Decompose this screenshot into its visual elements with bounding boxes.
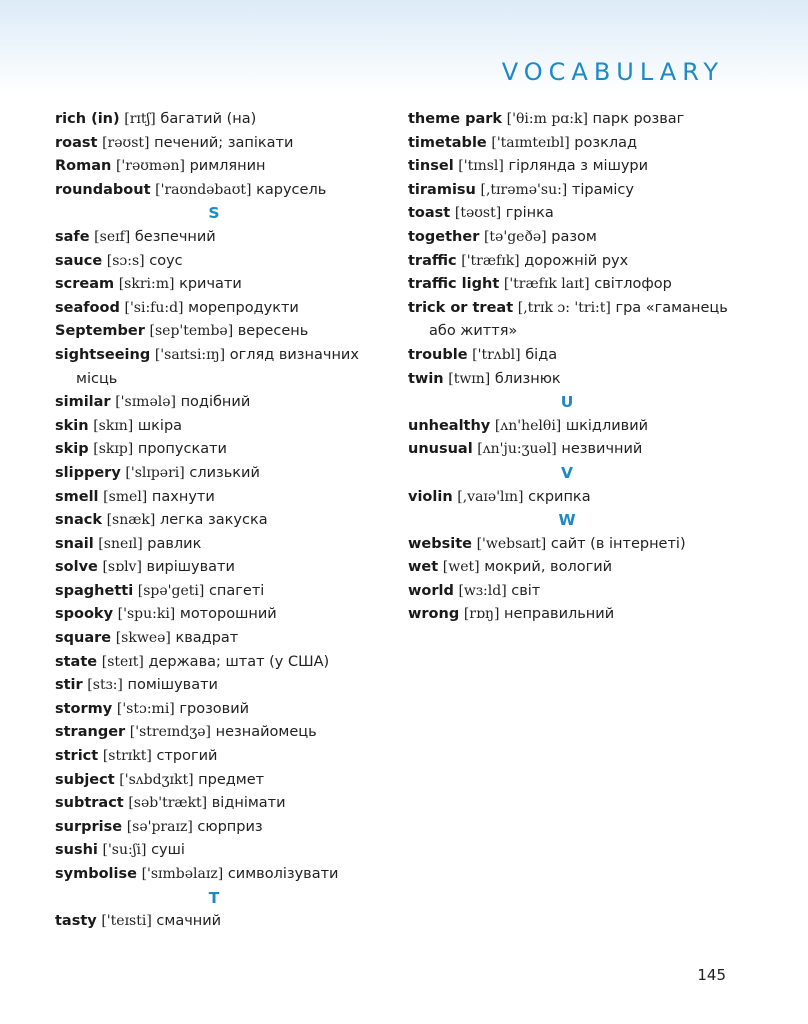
entry-transcription: ['trʌbl] [472,346,521,363]
vocabulary-entry [55,179,375,203]
vocabulary-entry [55,533,375,557]
section-letter: S [208,204,220,223]
entry-word: snail [55,535,94,552]
vocabulary-entry [55,698,375,722]
entry-transcription: [ʌn'ju:ʒuəl] [477,441,557,458]
vocabulary-entry [55,674,375,698]
entry-translation: римлянин [189,158,266,175]
vocabulary-entry [55,320,375,344]
entry-transcription: ['taɪmteɪbl] [491,134,570,151]
entry-word: spaghetti [55,582,134,599]
vocabulary-entry [408,155,738,179]
vocabulary-entry [408,486,738,510]
entry-translation: квадрат [175,630,239,647]
entry-transcription: [strɪkt] [102,748,152,765]
entry-word: unhealthy [408,417,491,434]
entry-transcription: ['rəʊmən] [115,158,185,175]
section-letter: V [561,463,573,482]
entry-word: sushi [55,842,98,859]
entry-translation: грозовий [179,700,250,717]
entry-transcription: [,vaɪə'lɪn] [457,488,524,505]
entry-transcription: ['træfɪk] [461,252,520,269]
vocabulary-entry [408,273,738,297]
vocabulary-entry [408,226,738,250]
entry-transcription: [sneɪl] [98,535,143,552]
entry-translation: грінка [505,205,554,222]
vocabulary-entry [408,297,738,344]
entry-word: symbolise [55,866,137,882]
entry-word: subject [55,771,115,788]
vocabulary-column-right [408,108,738,627]
entry-translation: смачний [156,913,222,930]
entry-transcription: ['spu:ki] [117,606,176,623]
entry-translation: дорожній рух [524,252,629,269]
entry-transcription: [skɪp] [93,441,134,458]
entry-word: twin [408,370,444,387]
vocabulary-entry [55,132,375,156]
entry-word: September [55,323,145,340]
entry-word: similar [55,394,111,411]
vocabulary-entry [55,556,375,580]
entry-transcription: [skri:m] [118,276,175,293]
entry-translation: багатий (на) [160,111,257,127]
entry-word: tinsel [408,158,454,175]
vocabulary-entry [55,816,375,840]
entry-translation: віднімати [211,795,286,812]
vocabulary-entry [55,839,375,863]
entry-translation: сайт (в інтернеті) [550,535,686,552]
entry-transcription: [sɔ:s] [106,252,145,269]
entry-transcription: [steɪt] [101,653,144,670]
entry-translation: розклад [574,134,638,151]
vocabulary-entry [408,344,738,368]
entry-translation: разом [551,228,597,245]
entry-translation: карусель [256,181,327,198]
entry-word: violin [408,488,453,505]
entry-word: world [408,582,454,599]
entry-transcription: [twɪn] [448,370,491,387]
entry-translation: неправильний [504,606,615,623]
entry-translation: тірамісу [571,181,634,198]
entry-word: stormy [55,700,113,717]
vocabulary-entry [408,580,738,604]
entry-translation: шкідливий [565,417,649,434]
entry-transcription: [sɒlv] [102,559,142,576]
vocabulary-entry [408,108,738,132]
entry-word: traffic [408,252,457,269]
entry-translation: пахнути [151,488,215,505]
entry-transcription: ['raʊndəbaʊt] [155,181,252,198]
entry-transcription: ['træfɪk laɪt] [503,276,590,293]
entry-word: Roman [55,158,112,175]
entry-word: unusual [408,441,473,458]
entry-transcription: [wɜ:ld] [458,582,507,599]
entry-word: stir [55,677,83,694]
entry-translation: біда [525,346,558,363]
page-title: VOCABULARY [501,58,724,86]
vocabulary-entry [55,863,375,887]
entry-translation: символізувати [227,866,339,882]
entry-word: wrong [408,606,460,623]
entry-translation: незвичний [561,441,643,458]
entry-translation: печений; запікати [154,134,294,151]
entry-translation: подібний [180,394,251,411]
vocabulary-column-left [55,108,375,934]
vocabulary-entry [408,415,738,439]
entry-translation: пропускати [137,441,227,458]
entry-word: surprise [55,818,123,835]
entry-word: smell [55,488,99,505]
vocabulary-entry [55,745,375,769]
vocabulary-entry [55,627,375,651]
entry-word: skin [55,417,89,434]
entry-translation: вересень [237,323,309,340]
entry-transcription: [skweə] [115,630,171,647]
vocabulary-entry [55,273,375,297]
entry-translation: близнюк [494,370,561,387]
entry-word: strict [55,748,99,765]
entry-transcription: [tə'geðə] [483,228,547,245]
entry-transcription: [səb'trækt] [128,795,208,812]
entry-translation: світлофор [594,276,672,293]
entry-word: stranger [55,724,126,741]
entry-transcription: ['websaɪt] [476,535,547,552]
entry-translation: огляд визначних місць [76,346,359,387]
entry-transcription: [spə'geti] [137,582,205,599]
entry-word: timetable [408,134,487,151]
entry-transcription: [,trɪk ɔ: 'tri:t] [517,299,611,316]
entry-word: trick or treat [408,299,514,316]
entry-word: snack [55,512,102,529]
vocabulary-entry [408,556,738,580]
entry-translation: гірлянда з мішури [508,158,649,175]
entry-transcription: [rɪtʃ] [124,111,156,127]
entry-word: theme park [408,111,503,127]
entry-translation: равлик [147,535,202,552]
vocabulary-entry [55,297,375,321]
entry-transcription: ['sɪmələ] [115,394,176,411]
entry-transcription: [smel] [103,488,148,505]
entry-word: traffic light [408,276,500,293]
vocabulary-entry [408,179,738,203]
entry-word: wet [408,559,439,576]
entry-translation: безпечний [134,228,216,245]
entry-transcription: ['su:ʃi] [102,842,147,859]
entry-translation: держава; штат (у США) [148,653,330,670]
entry-transcription: ['streɪndʒə] [129,724,212,741]
vocabulary-entry [55,721,375,745]
entry-translation: суші [151,842,185,859]
vocabulary-entry [55,603,375,627]
vocabulary-entry [55,769,375,793]
entry-translation: світ [511,582,541,599]
vocabulary-entry [55,792,375,816]
entry-transcription: [stɜ:] [87,677,123,694]
entry-transcription: [təʊst] [454,205,502,222]
entry-word: roast [55,134,98,151]
entry-transcription: ['θi:m pɑ:k] [506,111,588,127]
entry-word: rich (in) [55,111,120,127]
vocabulary-entry [408,533,738,557]
entry-translation: морепродукти [188,299,299,316]
entry-transcription: [snæk] [106,512,156,529]
entry-transcription: ['tɪnsl] [458,158,504,175]
vocabulary-entry [408,132,738,156]
entry-translation: слизький [189,464,260,481]
entry-translation: скрипка [528,488,591,505]
vocabulary-entry [55,250,375,274]
vocabulary-entry [408,603,738,627]
entry-word: tasty [55,913,97,930]
entry-transcription: [rɒŋ] [463,606,500,623]
section-letter: U [560,393,574,412]
vocabulary-entry [408,368,738,392]
vocabulary-entry [55,651,375,675]
entry-transcription: [ʌn'helθi] [494,417,562,434]
entry-word: slippery [55,464,121,481]
entry-word: roundabout [55,181,151,198]
entry-transcription: [seɪf] [94,228,131,245]
section-letter: W [558,511,576,530]
entry-word: toast [408,205,451,222]
vocabulary-entry [55,486,375,510]
entry-word: subtract [55,795,124,812]
entry-translation: шкіра [137,417,183,434]
entry-translation: спагеті [208,582,265,599]
entry-transcription: [sə'praɪz] [126,818,193,835]
vocabulary-entry [55,155,375,179]
entry-translation: моторошний [179,606,277,623]
entry-translation: кричати [179,276,242,293]
section-letter: T [208,888,220,907]
vocabulary-entry [55,344,375,391]
entry-word: sauce [55,252,103,269]
entry-word: seafood [55,299,120,316]
entry-transcription: ['stɔ:mi] [116,700,175,717]
entry-transcription: [skɪn] [93,417,134,434]
entry-translation: строгий [156,748,218,765]
entry-transcription: ['slɪpəri] [125,464,185,481]
entry-word: solve [55,559,98,576]
entry-translation: сюрприз [197,818,263,835]
entry-translation: мокрий, вологий [484,559,613,576]
entry-word: skip [55,441,89,458]
vocabulary-entry [55,509,375,533]
entry-transcription: ['teɪsti] [101,913,152,930]
entry-translation: помішувати [127,677,218,694]
vocabulary-entry [55,438,375,462]
vocabulary-entry [55,462,375,486]
entry-transcription: ['si:fu:d] [124,299,184,316]
entry-transcription: [rəʊst] [102,134,150,151]
entry-word: trouble [408,346,468,363]
entry-transcription: [,tɪrəmə'su:] [480,181,568,198]
entry-translation: незнайомець [215,724,317,741]
vocabulary-entry [55,391,375,415]
entry-word: spooky [55,606,114,623]
entry-translation: гра «гаманець або життя» [429,299,728,340]
entry-transcription: ['sʌbdʒɪkt] [119,771,194,788]
entry-word: state [55,653,98,670]
vocabulary-entry [408,438,738,462]
vocabulary-entry [55,226,375,250]
vocabulary-entry [408,250,738,274]
entry-transcription: ['sɪmbəlaɪz] [141,866,224,882]
entry-translation: парк розваг [592,111,685,127]
entry-word: sightseeing [55,346,151,363]
entry-translation: вирішувати [146,559,235,576]
vocabulary-entry [55,910,375,934]
entry-word: safe [55,228,90,245]
entry-transcription: [wet] [442,559,480,576]
entry-translation: соус [149,252,183,269]
entry-word: website [408,535,472,552]
entry-transcription: [sep'tembə] [149,323,234,340]
vocabulary-entry [55,580,375,604]
entry-word: tiramisu [408,181,476,198]
entry-word: together [408,228,480,245]
entry-transcription: ['saɪtsi:ɪŋ] [154,346,226,363]
vocabulary-entry [55,108,375,132]
entry-word: square [55,630,112,647]
entry-translation: легка закуска [159,512,268,529]
vocabulary-entry [55,415,375,439]
page-number: 145 [697,966,726,984]
entry-translation: предмет [198,771,265,788]
entry-word: scream [55,276,115,293]
vocabulary-entry [408,202,738,226]
